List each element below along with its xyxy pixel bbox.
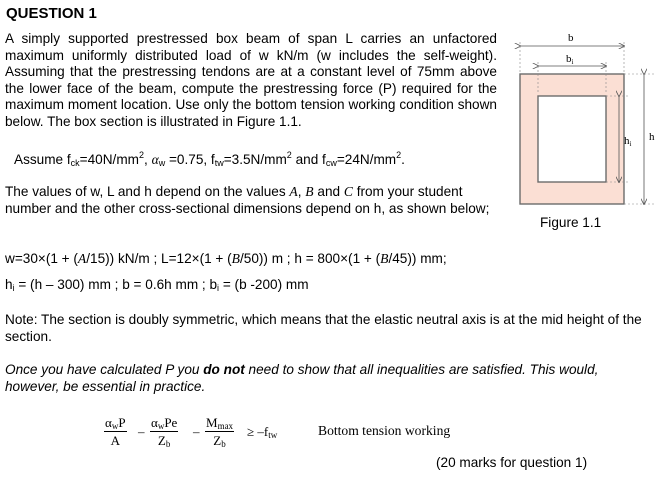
inner-void <box>538 96 606 182</box>
load-span-height-formula: w=30×(1 + (A/15)) kN/m ; L=12×(1 + (B/50)) m ; h = 800×(1 + (B/45)) mm; <box>5 251 447 266</box>
note-text: Note: The section is doubly symmetric, which means that the elastic neutral axis is at the mid height of the section. <box>5 312 642 344</box>
figure-caption: Figure 1.1 <box>540 215 602 230</box>
b-label: b <box>568 32 574 44</box>
inequality-rhs: ≥ $-f_{tw}$ <box>247 424 278 440</box>
dependency-text: The values of w, L and h depend on the values A, B and C from your student number and the other cross-sectional dimensions depend on h, as shown below; <box>5 184 490 216</box>
box-section-figure <box>510 28 660 208</box>
marks-text: (20 marks for question 1) <box>436 455 588 470</box>
question-title: QUESTION 1 <box>6 5 97 22</box>
h-label: h <box>649 131 655 143</box>
bottom-tension-label: Bottom tension working <box>318 423 451 438</box>
minus-sign: – <box>138 424 145 439</box>
minus-sign: – <box>193 424 200 439</box>
assume-line: Assume $f_{ck}=40N/mm^2$, $\alpha_w =0.75$, $f_{tw}=3.5N/mm^2$ and $f_{cw}=24N/mm^2$. <box>14 150 405 168</box>
inequality-term-1: $\alpha_wP$ A <box>105 415 126 448</box>
section-dimension-formula: $h_i = (h - 300)$ mm ; b = 0.6h mm ; $b_i = (b$ -200) mm <box>5 277 309 293</box>
bi-label: bi <box>566 53 574 66</box>
practice-note: Once you have calculated P you do not need to show that all inequalities are satisfied. This would, however, be essential in practice. <box>5 362 599 394</box>
inequality-term-2: $\alpha_wPe$ $Z_b$ <box>151 415 178 449</box>
inequality-term-3: $M_{max}$ $Z_b$ <box>206 415 234 449</box>
hi-label: hi <box>624 135 632 148</box>
question-intro: A simply supported prestressed box beam of span L carries an unfactored maximum uniformly distributed load of w kN/m (w includes the self-weight). Assuming that the prestressing tendons are at a constant level of 75mm above the lower face of the beam, compute the prestressing force (P) required for the maximum moment location. Use only the bottom tension working condition shown below. The box section is illustrated in Figure 1.1. <box>5 31 497 129</box>
